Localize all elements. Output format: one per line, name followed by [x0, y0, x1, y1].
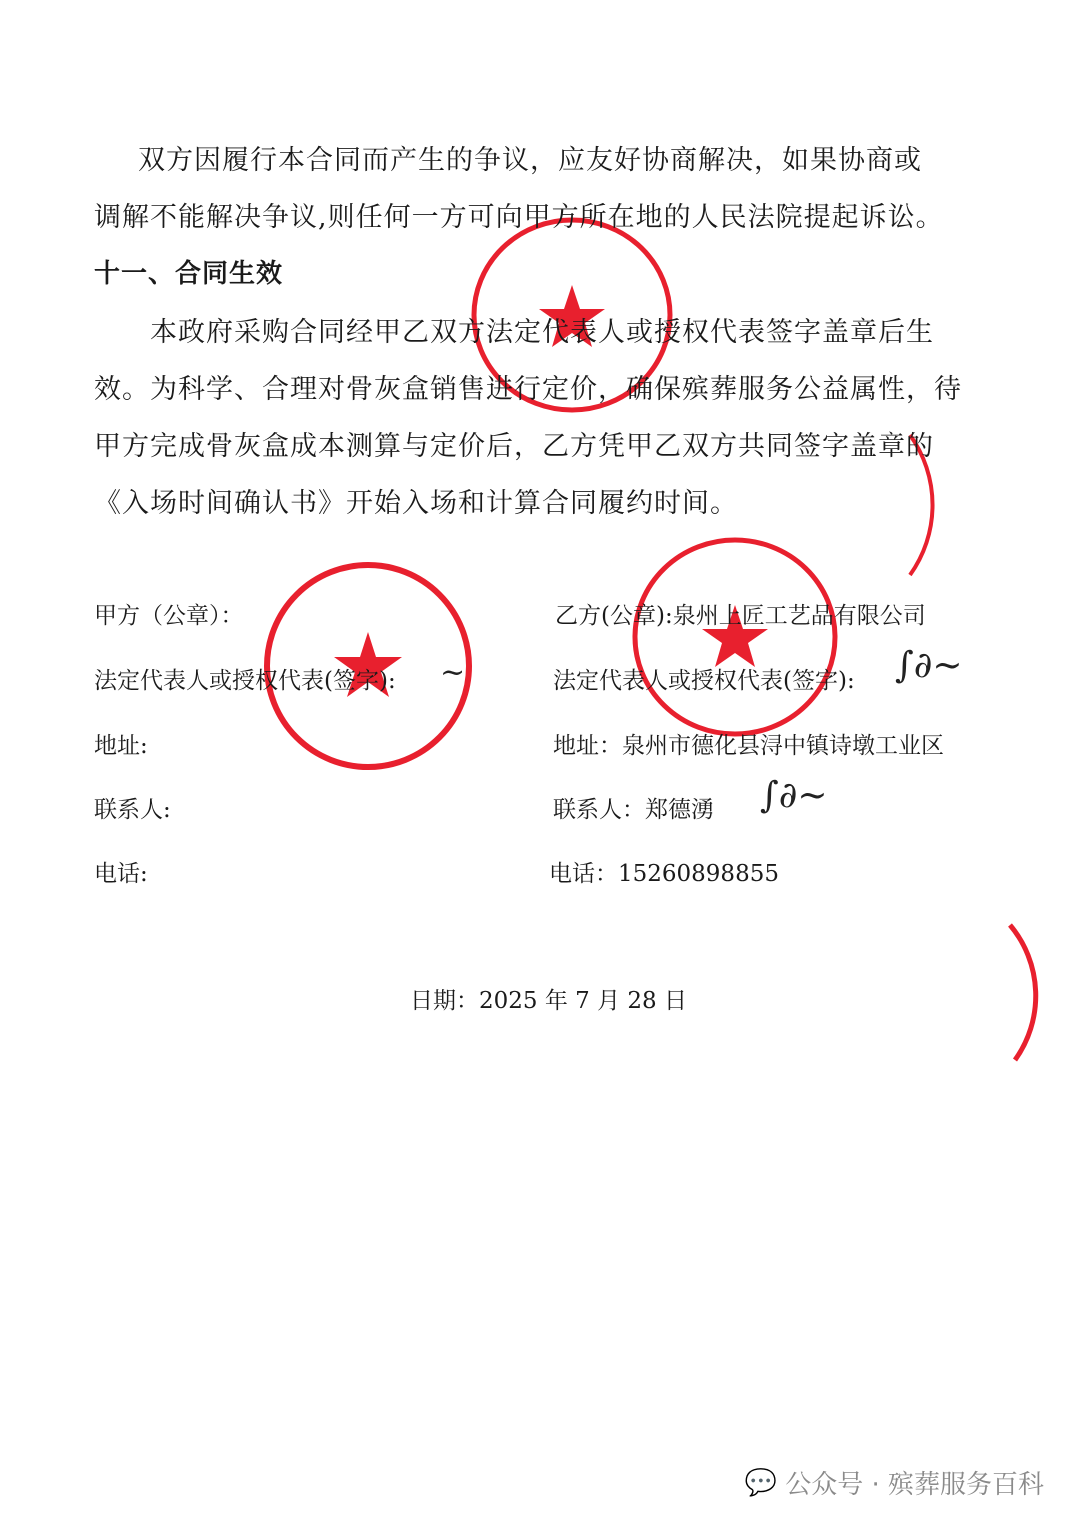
party-b-phone: 电话：15260898855 — [549, 861, 779, 887]
watermark-footer — [745, 1464, 1044, 1501]
party-b-address: 地址：泉州市德化县浔中镇诗墩工业区 — [553, 733, 944, 759]
party-a-rep-label: 法定代表人或授权代表(签字): — [94, 668, 396, 694]
paragraph-line: 《入场时间确认书》开始入场和计算合同履约时间。 — [94, 488, 738, 519]
paragraph-line: 调解不能解决争议,则任何一方可向甲方所在地的人民法院提起诉讼。 — [94, 202, 944, 233]
signature-party-b: ∫∂~ — [895, 645, 963, 686]
party-a-phone-label: 电话: — [94, 861, 148, 887]
footer-text: 公众号 · 殡葬服务百科 — [785, 1470, 1044, 1500]
party-a-seal-label: 甲方（公章）： — [94, 603, 244, 629]
party-b-contact: 联系人：郑德湧 — [553, 797, 714, 823]
section-heading: 十一、合同生效 — [94, 259, 284, 289]
party-a-contact-label: 联系人: — [94, 797, 171, 823]
seal-edge-right-lower — [1005, 920, 1045, 1065]
party-b-seal-label: 乙方(公章):泉州上匠工艺品有限公司 — [555, 603, 926, 629]
wechat-icon: 💬 — [744, 1467, 778, 1498]
paragraph-line: 甲方完成骨灰盒成本测算与定价后，乙方凭甲乙双方共同签字盖章的 — [94, 431, 934, 462]
company-seal-party-b — [630, 535, 840, 740]
paragraph-line: 本政府采购合同经甲乙双方法定代表人或授权代表签字盖章后生 — [150, 317, 934, 348]
contract-date: 日期：2025 年 7 月 28 日 — [410, 988, 687, 1014]
paragraph-line: 效。为科学、合理对骨灰盒销售进行定价，确保殡葬服务公益属性，待 — [94, 374, 962, 405]
paragraph-line: 双方因履行本合同而产生的争议，应友好协商解决，如果协商或 — [138, 145, 922, 176]
party-a-address-label: 地址: — [94, 733, 148, 759]
signature-contact: ∫∂~ — [760, 775, 828, 816]
party-b-rep-label: 法定代表人或授权代表(签字): — [553, 668, 855, 694]
signature-party-a: ~ — [440, 655, 466, 690]
